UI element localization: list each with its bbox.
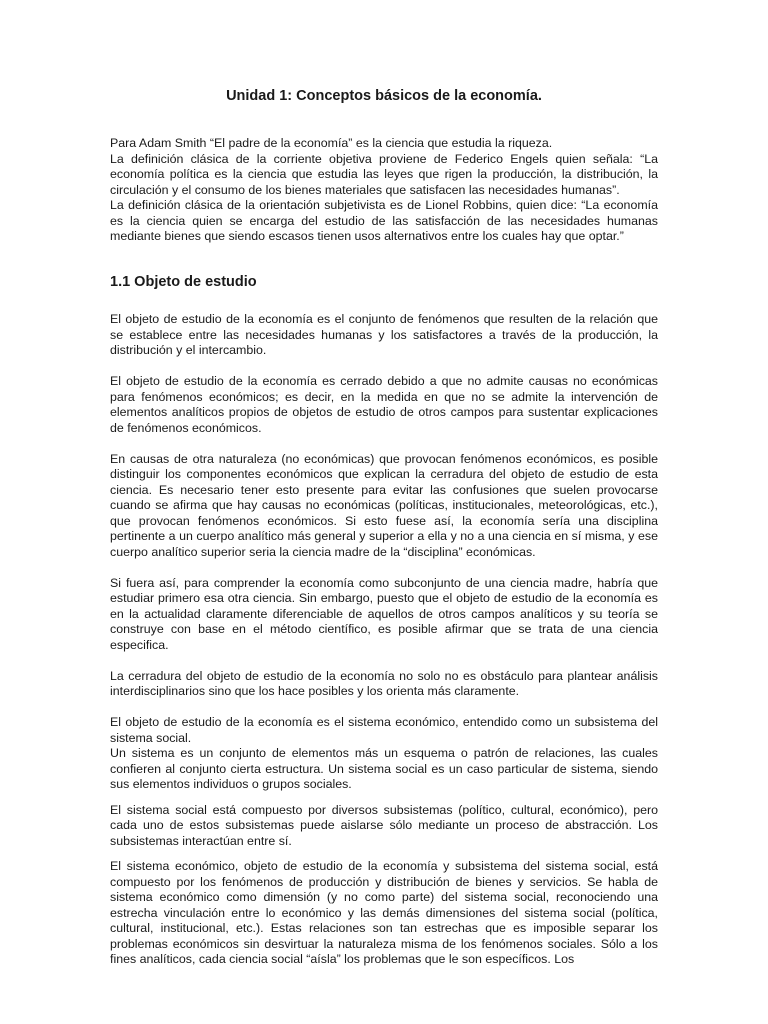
- paragraph: El objeto de estudio de la economía es cerrado debido a que no admite causas no económicas para fenómenos económicos; es decir, en la medida en que no se admite la intervención de elementos analíticos propios de objetos de estudio de otros campos para sustentar explicaciones de fenómenos económicos.: [110, 374, 658, 435]
- paragraph: Si fuera así, para comprender la economía como subconjunto de una ciencia madre, habría que estudiar primero esa otra ciencia. Sin embargo, puesto que el objeto de estudio de la economía es en la actualidad claramente diferenciable de aquellos de otros campos analíticos y su teoría se construye con base en el método científico, es posible afirmar que se trata de una ciencia especifica.: [110, 575, 658, 652]
- intro-block: [110, 136, 658, 245]
- paragraph: En causas de otra naturaleza (no económicas) que provocan fenómenos económicos, es posible distinguir los componentes económicos que explican la cerradura del objeto de estudio de esta ciencia. Es necesario tener esto presente para evitar las confusiones que suelen provocarse cuando se afirma que hay causas no económicas (políticas, institucionales, meteorológicas, etc.), que provocan fenómenos económicos. Si esto fuese así, la economía sería una disciplina pertinente a un cuerpo analítico más general y superior a ella y no a una ciencia en sí misma, y ese cuerpo analítico superior seria la ciencia madre de la “disciplina” económicas.: [110, 451, 658, 559]
- intro-adam-smith: Para Adam Smith “El padre de la economía” es la ciencia que estudia la riqueza.: [110, 136, 553, 150]
- paragraph: El sistema social está compuesto por diversos subsistemas (político, cultural, económico), pero cada uno de estos subsistemas puede aislarse sólo mediante un proceso de abstracción. Los subsistemas interactúan entre sí.: [110, 802, 658, 848]
- intro-robbins: La definición clásica de la orientación subjetivista es de Lionel Robbins, quien dice: “La economía es la ciencia quien se encarga del estudio de las satisfacción de las necesidades humanas mediante bienes que siendo escasos tienen usos alternativos entre los cuales hay que optar.”: [110, 198, 658, 243]
- paragraph: El objeto de estudio de la economía es el sistema económico, entendido como un subsistema del sistema social.: [110, 715, 658, 745]
- section-heading: 1.1 Objeto de estudio: [110, 274, 257, 290]
- paragraph: Un sistema es un conjunto de elementos más un esquema o patrón de relaciones, las cuales confieren al conjunto cierta estructura. Un sistema social es un caso particular de sistema, siendo sus elementos individuos o grupos sociales.: [110, 746, 658, 791]
- document-title: Unidad 1: Conceptos básicos de la economía.: [226, 88, 542, 104]
- intro-engels: La definición clásica de la corriente objetiva proviene de Federico Engels quien señala: “La economía política es la ciencia que estudia las leyes que rigen la producción, la distribución, la circulación y el consumo de los bienes materiales que satisfacen las necesidades humanas”.: [110, 151, 658, 197]
- paragraph: El objeto de estudio de la economía es el conjunto de fenómenos que resulten de la relación que se establece entre las necesidades humanas y los satisfactores a través de la producción, la distribución y el intercambio.: [110, 312, 658, 357]
- paragraph: El sistema económico, objeto de estudio de la economía y subsistema del sistema social, está compuesto por los fenómenos de producción y distribución de bienes y servicios. Se habla de sistema económico como dimensión (y no como parte) del sistema social, reconociendo una estrecha vinculación entre lo económico y las demás dimensiones del sistema social (política, cultural, institucional, etc.). Estas relaciones son tan estrechas que es imposible separar los problemas económicos sin desvirtuar la naturaleza misma de los fenómenos sociales. Sólo a los fines analíticos, cada ciencia social “aísla” los problemas que le son específicos. Los: [110, 859, 658, 966]
- paragraph: La cerradura del objeto de estudio de la economía no solo no es obstáculo para plantear análisis interdisciplinarios sino que los hace posibles y los orienta más claramente.: [110, 668, 658, 698]
- section-body: [110, 312, 658, 983]
